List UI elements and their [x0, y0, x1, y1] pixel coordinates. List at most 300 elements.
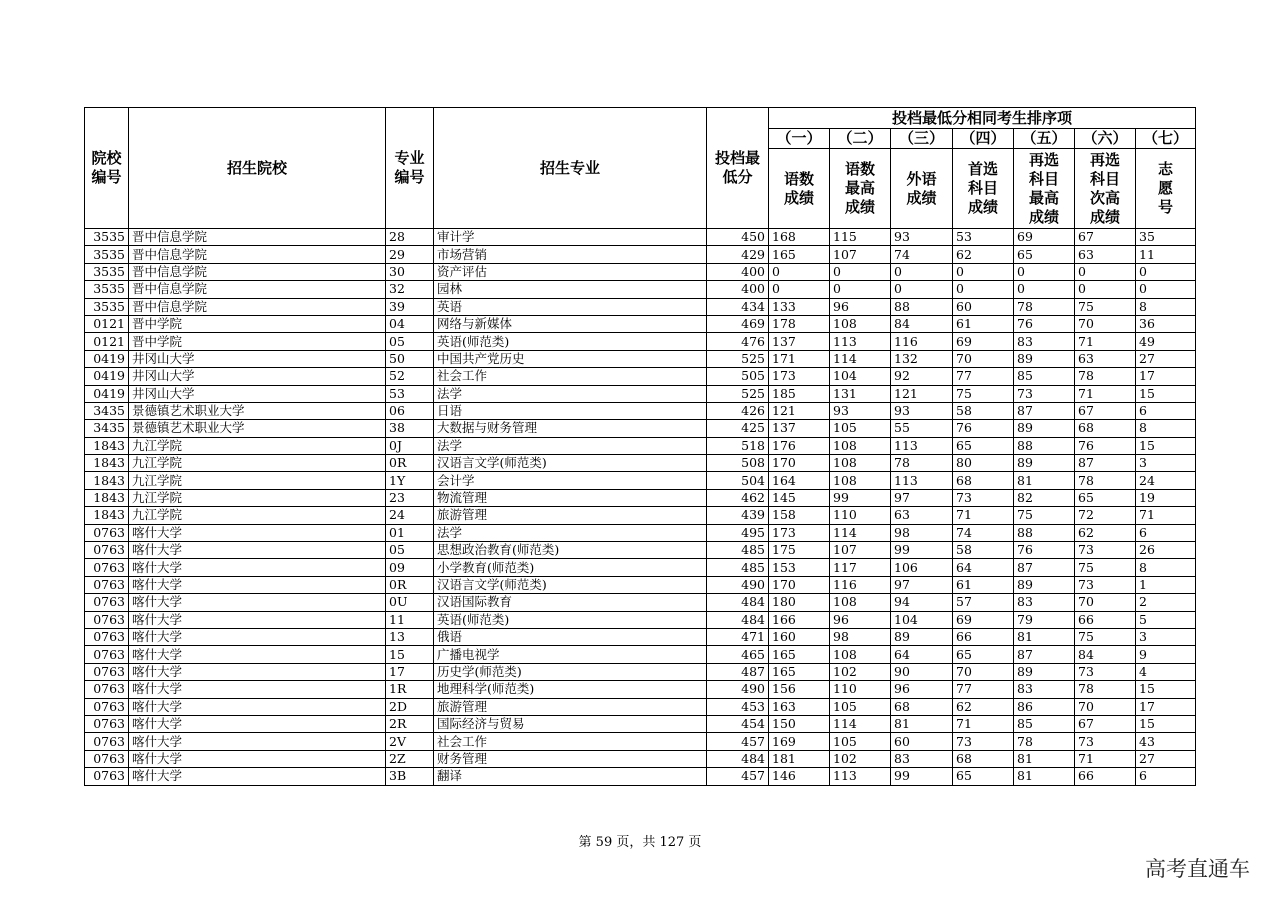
tiebreak-4-cell: 58: [953, 402, 1014, 419]
tiebreak-2-cell: 117: [830, 559, 891, 576]
major-code-cell: 39: [386, 298, 434, 315]
major-name-cell: 旅游管理: [434, 507, 707, 524]
tiebreak-6-cell: 75: [1075, 628, 1136, 645]
tiebreak-5-cell: 87: [1014, 402, 1075, 419]
school-name-cell: 景德镇艺术职业大学: [129, 420, 386, 437]
header-tiebreak-label-3: 外语成绩: [891, 149, 953, 229]
min-score-cell: 400: [707, 281, 769, 298]
tiebreak-1-cell: 181: [769, 750, 830, 767]
tiebreak-4-cell: 69: [953, 333, 1014, 350]
table-row: [85, 455, 1196, 472]
min-score-cell: 505: [707, 368, 769, 385]
tiebreak-6-cell: 78: [1075, 681, 1136, 698]
school-name-cell: 井冈山大学: [129, 385, 386, 402]
school-name-cell: 喀什大学: [129, 594, 386, 611]
school-code-cell: 0121: [85, 315, 129, 332]
school-code-cell: 3535: [85, 263, 129, 280]
tiebreak-5-cell: 88: [1014, 524, 1075, 541]
tiebreak-3-cell: 55: [891, 420, 953, 437]
table-row: [85, 420, 1196, 437]
tiebreak-3-cell: 97: [891, 576, 953, 593]
tiebreak-4-cell: 70: [953, 350, 1014, 367]
tiebreak-5-cell: 73: [1014, 385, 1075, 402]
tiebreak-2-cell: 110: [830, 507, 891, 524]
tiebreak-1-cell: 171: [769, 350, 830, 367]
major-code-cell: 28: [386, 229, 434, 246]
tiebreak-3-cell: 90: [891, 663, 953, 680]
tiebreak-4-cell: 68: [953, 750, 1014, 767]
tiebreak-6-cell: 73: [1075, 733, 1136, 750]
tiebreak-3-cell: 63: [891, 507, 953, 524]
tiebreak-5-cell: 89: [1014, 420, 1075, 437]
major-name-cell: 小学教育(师范类): [434, 559, 707, 576]
tiebreak-4-cell: 60: [953, 298, 1014, 315]
tiebreak-3-cell: 64: [891, 646, 953, 663]
min-score-cell: 457: [707, 733, 769, 750]
tiebreak-3-cell: 83: [891, 750, 953, 767]
tiebreak-6-cell: 67: [1075, 402, 1136, 419]
tiebreak-2-cell: 108: [830, 455, 891, 472]
tiebreak-6-cell: 67: [1075, 229, 1136, 246]
table-row: [85, 559, 1196, 576]
major-name-cell: 审计学: [434, 229, 707, 246]
min-score-cell: 495: [707, 524, 769, 541]
school-code-cell: 0419: [85, 350, 129, 367]
tiebreak-6-cell: 65: [1075, 489, 1136, 506]
school-name-cell: 喀什大学: [129, 524, 386, 541]
tiebreak-4-cell: 71: [953, 715, 1014, 732]
tiebreak-2-cell: 108: [830, 315, 891, 332]
major-code-cell: 17: [386, 663, 434, 680]
school-name-cell: 喀什大学: [129, 681, 386, 698]
tiebreak-1-cell: 170: [769, 576, 830, 593]
min-score-cell: 434: [707, 298, 769, 315]
tiebreak-3-cell: 106: [891, 559, 953, 576]
min-score-cell: 454: [707, 715, 769, 732]
tiebreak-2-cell: 96: [830, 298, 891, 315]
major-name-cell: 社会工作: [434, 733, 707, 750]
tiebreak-7-cell: 6: [1136, 768, 1196, 785]
tiebreak-6-cell: 66: [1075, 611, 1136, 628]
major-name-cell: 财务管理: [434, 750, 707, 767]
tiebreak-4-cell: 77: [953, 681, 1014, 698]
header-tiebreak-group: 投档最低分相同考生排序项: [769, 108, 1196, 129]
min-score-cell: 490: [707, 681, 769, 698]
tiebreak-5-cell: 65: [1014, 246, 1075, 263]
header-tiebreak-num-1: （一）: [769, 129, 830, 149]
min-score-cell: 462: [707, 489, 769, 506]
tiebreak-3-cell: 99: [891, 542, 953, 559]
tiebreak-7-cell: 19: [1136, 489, 1196, 506]
table-row: [85, 768, 1196, 785]
min-score-cell: 426: [707, 402, 769, 419]
school-name-cell: 晋中信息学院: [129, 229, 386, 246]
school-code-cell: 1843: [85, 472, 129, 489]
major-code-cell: 0U: [386, 594, 434, 611]
tiebreak-7-cell: 6: [1136, 524, 1196, 541]
tiebreak-1-cell: 178: [769, 315, 830, 332]
tiebreak-4-cell: 66: [953, 628, 1014, 645]
header-tiebreak-label-4: 首选科目成绩: [953, 149, 1014, 229]
tiebreak-2-cell: 108: [830, 472, 891, 489]
school-code-cell: 0763: [85, 768, 129, 785]
min-score-cell: 400: [707, 263, 769, 280]
tiebreak-3-cell: 97: [891, 489, 953, 506]
header-tiebreak-label-2: 语数最高成绩: [830, 149, 891, 229]
major-name-cell: 广播电视学: [434, 646, 707, 663]
school-code-cell: 0763: [85, 524, 129, 541]
tiebreak-1-cell: 185: [769, 385, 830, 402]
school-name-cell: 晋中信息学院: [129, 298, 386, 315]
major-name-cell: 汉语言文学(师范类): [434, 576, 707, 593]
table-row: [85, 229, 1196, 246]
tiebreak-1-cell: 170: [769, 455, 830, 472]
school-name-cell: 九江学院: [129, 507, 386, 524]
table-row: [85, 385, 1196, 402]
major-code-cell: 2R: [386, 715, 434, 732]
table-row: [85, 281, 1196, 298]
tiebreak-3-cell: 78: [891, 455, 953, 472]
school-name-cell: 喀什大学: [129, 698, 386, 715]
tiebreak-5-cell: 85: [1014, 368, 1075, 385]
tiebreak-6-cell: 70: [1075, 315, 1136, 332]
major-name-cell: 会计学: [434, 472, 707, 489]
tiebreak-7-cell: 0: [1136, 263, 1196, 280]
tiebreak-4-cell: 71: [953, 507, 1014, 524]
tiebreak-6-cell: 87: [1075, 455, 1136, 472]
table-row: [85, 542, 1196, 559]
table-row: [85, 628, 1196, 645]
tiebreak-2-cell: 0: [830, 263, 891, 280]
tiebreak-5-cell: 85: [1014, 715, 1075, 732]
tiebreak-3-cell: 113: [891, 437, 953, 454]
table-row: [85, 733, 1196, 750]
tiebreak-7-cell: 36: [1136, 315, 1196, 332]
tiebreak-7-cell: 26: [1136, 542, 1196, 559]
table-row: [85, 350, 1196, 367]
school-code-cell: 1843: [85, 455, 129, 472]
min-score-cell: 487: [707, 663, 769, 680]
major-code-cell: 2V: [386, 733, 434, 750]
school-code-cell: 0763: [85, 576, 129, 593]
tiebreak-1-cell: 0: [769, 263, 830, 280]
tiebreak-4-cell: 65: [953, 768, 1014, 785]
tiebreak-5-cell: 89: [1014, 455, 1075, 472]
tiebreak-3-cell: 132: [891, 350, 953, 367]
tiebreak-4-cell: 0: [953, 281, 1014, 298]
tiebreak-4-cell: 65: [953, 437, 1014, 454]
header-tiebreak-label-6: 再选科目次高成绩: [1075, 149, 1136, 229]
major-code-cell: 04: [386, 315, 434, 332]
tiebreak-1-cell: 150: [769, 715, 830, 732]
tiebreak-1-cell: 169: [769, 733, 830, 750]
header-school-name: 招生院校: [129, 108, 386, 229]
tiebreak-6-cell: 0: [1075, 263, 1136, 280]
tiebreak-4-cell: 0: [953, 263, 1014, 280]
school-name-cell: 喀什大学: [129, 611, 386, 628]
school-name-cell: 喀什大学: [129, 646, 386, 663]
school-code-cell: 0763: [85, 663, 129, 680]
tiebreak-4-cell: 73: [953, 489, 1014, 506]
major-code-cell: 50: [386, 350, 434, 367]
tiebreak-7-cell: 2: [1136, 594, 1196, 611]
school-name-cell: 晋中信息学院: [129, 281, 386, 298]
tiebreak-3-cell: 94: [891, 594, 953, 611]
school-code-cell: 1843: [85, 507, 129, 524]
tiebreak-2-cell: 104: [830, 368, 891, 385]
min-score-cell: 490: [707, 576, 769, 593]
tiebreak-5-cell: 81: [1014, 472, 1075, 489]
tiebreak-6-cell: 70: [1075, 698, 1136, 715]
major-name-cell: 法学: [434, 385, 707, 402]
tiebreak-7-cell: 49: [1136, 333, 1196, 350]
tiebreak-2-cell: 105: [830, 733, 891, 750]
school-name-cell: 晋中学院: [129, 333, 386, 350]
tiebreak-4-cell: 69: [953, 611, 1014, 628]
school-name-cell: 喀什大学: [129, 559, 386, 576]
tiebreak-7-cell: 8: [1136, 559, 1196, 576]
min-score-cell: 429: [707, 246, 769, 263]
major-name-cell: 俄语: [434, 628, 707, 645]
min-score-cell: 485: [707, 559, 769, 576]
tiebreak-3-cell: 0: [891, 281, 953, 298]
tiebreak-3-cell: 68: [891, 698, 953, 715]
header-tiebreak-label-7: 志愿号: [1136, 149, 1196, 229]
tiebreak-2-cell: 108: [830, 437, 891, 454]
tiebreak-7-cell: 71: [1136, 507, 1196, 524]
tiebreak-3-cell: 96: [891, 681, 953, 698]
table-row: [85, 663, 1196, 680]
table-body: [85, 229, 1196, 786]
major-name-cell: 英语(师范类): [434, 333, 707, 350]
tiebreak-2-cell: 131: [830, 385, 891, 402]
tiebreak-3-cell: 98: [891, 524, 953, 541]
major-name-cell: 地理科学(师范类): [434, 681, 707, 698]
tiebreak-6-cell: 84: [1075, 646, 1136, 663]
min-score-cell: 484: [707, 594, 769, 611]
tiebreak-4-cell: 73: [953, 733, 1014, 750]
school-code-cell: 0419: [85, 385, 129, 402]
tiebreak-3-cell: 93: [891, 402, 953, 419]
tiebreak-2-cell: 115: [830, 229, 891, 246]
table-row: [85, 715, 1196, 732]
school-code-cell: 0763: [85, 559, 129, 576]
tiebreak-3-cell: 81: [891, 715, 953, 732]
major-code-cell: 29: [386, 246, 434, 263]
major-code-cell: 09: [386, 559, 434, 576]
header-major-name: 招生专业: [434, 108, 707, 229]
table-row: [85, 472, 1196, 489]
school-code-cell: 0763: [85, 681, 129, 698]
school-code-cell: 1843: [85, 437, 129, 454]
tiebreak-7-cell: 11: [1136, 246, 1196, 263]
min-score-cell: 471: [707, 628, 769, 645]
major-code-cell: 1Y: [386, 472, 434, 489]
tiebreak-2-cell: 114: [830, 350, 891, 367]
tiebreak-5-cell: 76: [1014, 315, 1075, 332]
tiebreak-4-cell: 58: [953, 542, 1014, 559]
page-footer: 第 59 页，共 127 页: [578, 835, 702, 850]
tiebreak-1-cell: 168: [769, 229, 830, 246]
major-name-cell: 汉语言文学(师范类): [434, 455, 707, 472]
tiebreak-6-cell: 73: [1075, 663, 1136, 680]
tiebreak-7-cell: 0: [1136, 281, 1196, 298]
school-name-cell: 晋中学院: [129, 315, 386, 332]
tiebreak-3-cell: 104: [891, 611, 953, 628]
table-row: [85, 594, 1196, 611]
tiebreak-5-cell: 87: [1014, 559, 1075, 576]
tiebreak-4-cell: 65: [953, 646, 1014, 663]
tiebreak-3-cell: 60: [891, 733, 953, 750]
major-code-cell: 3B: [386, 768, 434, 785]
school-name-cell: 景德镇艺术职业大学: [129, 402, 386, 419]
tiebreak-5-cell: 75: [1014, 507, 1075, 524]
tiebreak-1-cell: 175: [769, 542, 830, 559]
min-score-cell: 476: [707, 333, 769, 350]
school-name-cell: 喀什大学: [129, 663, 386, 680]
tiebreak-7-cell: 24: [1136, 472, 1196, 489]
tiebreak-3-cell: 84: [891, 315, 953, 332]
school-code-cell: 0763: [85, 542, 129, 559]
major-name-cell: 园林: [434, 281, 707, 298]
school-name-cell: 九江学院: [129, 489, 386, 506]
major-name-cell: 思想政治教育(师范类): [434, 542, 707, 559]
tiebreak-6-cell: 73: [1075, 542, 1136, 559]
table-row: [85, 524, 1196, 541]
table-row: [85, 611, 1196, 628]
tiebreak-3-cell: 92: [891, 368, 953, 385]
tiebreak-1-cell: 165: [769, 646, 830, 663]
tiebreak-3-cell: 89: [891, 628, 953, 645]
major-name-cell: 社会工作: [434, 368, 707, 385]
tiebreak-4-cell: 61: [953, 315, 1014, 332]
tiebreak-4-cell: 64: [953, 559, 1014, 576]
major-code-cell: 15: [386, 646, 434, 663]
school-name-cell: 喀什大学: [129, 733, 386, 750]
tiebreak-6-cell: 71: [1075, 385, 1136, 402]
tiebreak-3-cell: 88: [891, 298, 953, 315]
school-name-cell: 喀什大学: [129, 628, 386, 645]
tiebreak-1-cell: 176: [769, 437, 830, 454]
min-score-cell: 518: [707, 437, 769, 454]
tiebreak-5-cell: 79: [1014, 611, 1075, 628]
major-code-cell: 13: [386, 628, 434, 645]
school-name-cell: 九江学院: [129, 472, 386, 489]
school-code-cell: 3535: [85, 281, 129, 298]
major-name-cell: 大数据与财务管理: [434, 420, 707, 437]
tiebreak-5-cell: 82: [1014, 489, 1075, 506]
min-score-cell: 465: [707, 646, 769, 663]
tiebreak-5-cell: 78: [1014, 298, 1075, 315]
tiebreak-1-cell: 137: [769, 333, 830, 350]
major-code-cell: 05: [386, 333, 434, 350]
tiebreak-7-cell: 6: [1136, 402, 1196, 419]
header-tiebreak-num-7: （七）: [1136, 129, 1196, 149]
tiebreak-6-cell: 63: [1075, 246, 1136, 263]
tiebreak-4-cell: 75: [953, 385, 1014, 402]
tiebreak-5-cell: 86: [1014, 698, 1075, 715]
header-tiebreak-label-5: 再选科目最高成绩: [1014, 149, 1075, 229]
school-code-cell: 0763: [85, 733, 129, 750]
min-score-cell: 453: [707, 698, 769, 715]
tiebreak-2-cell: 116: [830, 576, 891, 593]
table-row: [85, 698, 1196, 715]
tiebreak-1-cell: 0: [769, 281, 830, 298]
header-tiebreak-label-1: 语数成绩: [769, 149, 830, 229]
header-tiebreak-num-3: （三）: [891, 129, 953, 149]
tiebreak-2-cell: 102: [830, 663, 891, 680]
major-code-cell: 05: [386, 542, 434, 559]
tiebreak-6-cell: 68: [1075, 420, 1136, 437]
tiebreak-4-cell: 62: [953, 698, 1014, 715]
school-name-cell: 喀什大学: [129, 542, 386, 559]
tiebreak-2-cell: 105: [830, 420, 891, 437]
tiebreak-2-cell: 107: [830, 542, 891, 559]
major-code-cell: 30: [386, 263, 434, 280]
major-code-cell: 53: [386, 385, 434, 402]
major-name-cell: 资产评估: [434, 263, 707, 280]
tiebreak-2-cell: 114: [830, 524, 891, 541]
tiebreak-4-cell: 76: [953, 420, 1014, 437]
tiebreak-1-cell: 121: [769, 402, 830, 419]
major-code-cell: 23: [386, 489, 434, 506]
tiebreak-6-cell: 73: [1075, 576, 1136, 593]
school-code-cell: 0763: [85, 611, 129, 628]
min-score-cell: 457: [707, 768, 769, 785]
major-code-cell: 38: [386, 420, 434, 437]
tiebreak-6-cell: 66: [1075, 768, 1136, 785]
table-row: [85, 298, 1196, 315]
tiebreak-5-cell: 69: [1014, 229, 1075, 246]
major-name-cell: 英语: [434, 298, 707, 315]
tiebreak-2-cell: 102: [830, 750, 891, 767]
school-code-cell: 3435: [85, 420, 129, 437]
major-code-cell: 0R: [386, 576, 434, 593]
tiebreak-6-cell: 71: [1075, 333, 1136, 350]
school-name-cell: 喀什大学: [129, 750, 386, 767]
tiebreak-1-cell: 166: [769, 611, 830, 628]
table-row: [85, 333, 1196, 350]
tiebreak-2-cell: 96: [830, 611, 891, 628]
tiebreak-3-cell: 99: [891, 768, 953, 785]
major-name-cell: 法学: [434, 437, 707, 454]
header-school-code: 院校编号: [85, 108, 129, 229]
major-name-cell: 物流管理: [434, 489, 707, 506]
tiebreak-5-cell: 0: [1014, 263, 1075, 280]
tiebreak-2-cell: 93: [830, 402, 891, 419]
tiebreak-5-cell: 88: [1014, 437, 1075, 454]
table-row: [85, 246, 1196, 263]
major-name-cell: 旅游管理: [434, 698, 707, 715]
table-row: [85, 750, 1196, 767]
tiebreak-1-cell: 173: [769, 368, 830, 385]
school-code-cell: 0763: [85, 646, 129, 663]
school-code-cell: 0419: [85, 368, 129, 385]
tiebreak-4-cell: 80: [953, 455, 1014, 472]
min-score-cell: 525: [707, 350, 769, 367]
tiebreak-6-cell: 70: [1075, 594, 1136, 611]
tiebreak-7-cell: 15: [1136, 681, 1196, 698]
tiebreak-7-cell: 4: [1136, 663, 1196, 680]
min-score-cell: 469: [707, 315, 769, 332]
major-name-cell: 国际经济与贸易: [434, 715, 707, 732]
tiebreak-3-cell: 0: [891, 263, 953, 280]
major-name-cell: 翻译: [434, 768, 707, 785]
school-code-cell: 0763: [85, 628, 129, 645]
school-name-cell: 喀什大学: [129, 576, 386, 593]
tiebreak-2-cell: 108: [830, 646, 891, 663]
tiebreak-4-cell: 77: [953, 368, 1014, 385]
